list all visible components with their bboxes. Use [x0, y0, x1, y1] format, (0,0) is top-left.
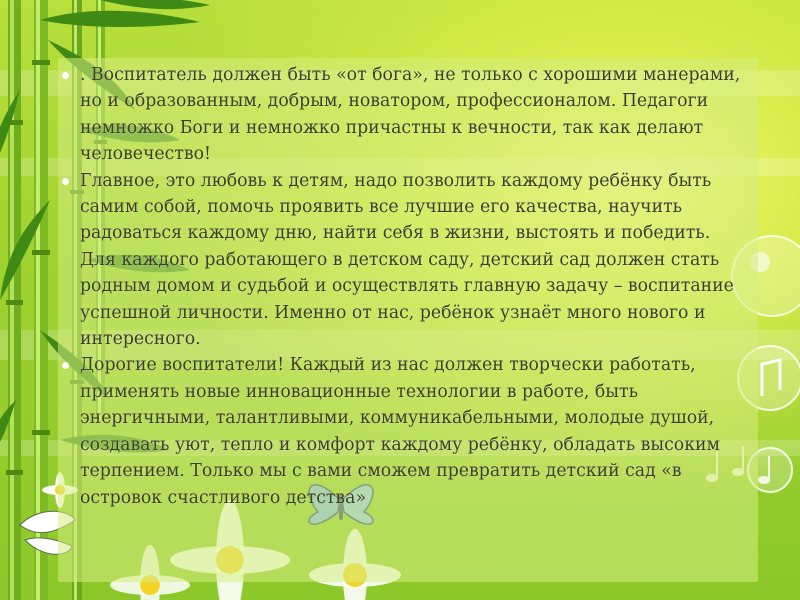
- bullet-item: [60, 168, 750, 353]
- bullet-list: [60, 62, 750, 511]
- bullet-text: . Воспитатель должен быть «от бога», не только с хорошими манерами, но и образованным, добрым, новатором, профессионалом. Педагоги немножко Боги и немножко причастны к вечности, так как делают человечество!: [80, 65, 741, 165]
- bullet-text: Дорогие воспитатели! Каждый из нас должен творчески работать, применять новые инновационные технологии в работе, быть энергичными, талантливыми, коммуникабельными, молодые душой, создавать уют, тепло и комфорт каждому ребёнку, обладать высоким терпением. Только мы с вами сможем превратить детский сад «в островок счастливого детства»: [80, 355, 720, 508]
- bullet-item: [60, 352, 750, 510]
- bullet-item: [60, 62, 750, 168]
- bullet-dot-icon: [62, 362, 69, 369]
- bullet-dot-icon: [62, 72, 69, 79]
- bullet-text: Главное, это любовь к детям, надо позволить каждому ребёнку быть самим собой, помочь проявить все лучшие его качества, научить радоваться каждому дню, найти себя в жизни, выстоять и победить. Для каждого работающего в детском саду, детский сад должен стать родным домом и судьбой и осуществлять главную задачу – воспитание успешной личности. Именно от нас, ребёнок узнаёт много нового и интересного.: [80, 170, 734, 350]
- bullet-dot-icon: [62, 178, 69, 185]
